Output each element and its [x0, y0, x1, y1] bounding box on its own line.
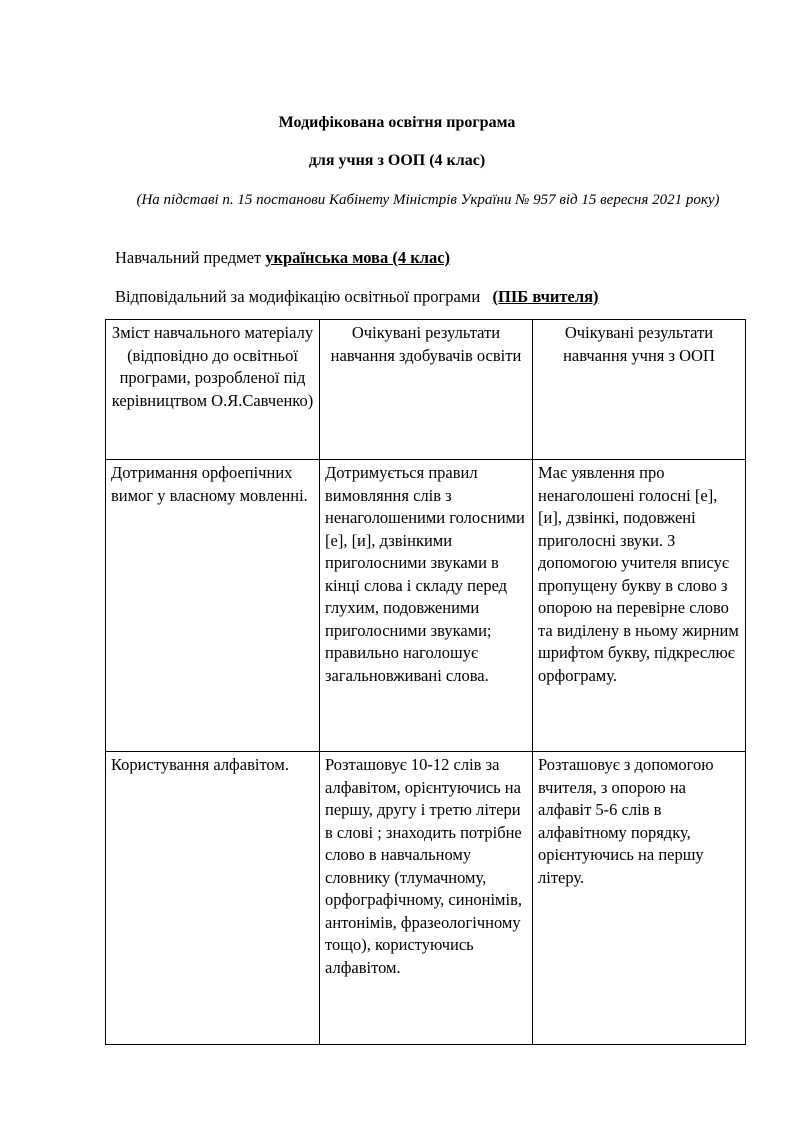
row1-content: Дотримання орфоепічних вимог у власному мовленні. — [106, 460, 320, 752]
responsible-value: (ПІБ вчителя) — [492, 287, 599, 306]
subject-label: Навчальний предмет — [115, 248, 262, 267]
legal-basis: (На підставі п. 15 постанови Кабінету Міністрів України № 957 від 15 вересня 2021 року) — [136, 192, 720, 208]
row2-student: Розташовує з допомогою вчителя, з опорою на алфавіт 5-6 слів в алфавітному порядку, орієнтуючись на першу літеру. — [533, 752, 746, 1045]
header-student-results: Очікувані результати навчання учня з ООП — [533, 320, 746, 460]
document-subtitle: для учня з ООП (4 клас) — [308, 152, 486, 169]
table-header-row — [106, 320, 746, 460]
program-table — [105, 319, 746, 1045]
row1-student: Має уявлення про ненаголошені голосні [е], [и], дзвінкі, подовжені приголосні звуки. З допомогою учителя вписує пропущену букву в слово з опорою на перевірне слово та виділену в ньому жирним шрифтом букву, підкреслює орфограму. — [533, 460, 746, 752]
table-row — [106, 460, 746, 752]
row1-expected: Дотримується правил вимовляння слів з ненаголошеними голосними [е], [и], дзвінкими приголосними звуками в кінці слова і складу перед глухим, подовженими приголосними звуками; правильно наголошує загальновживані слова. — [320, 460, 533, 752]
row2-expected: Розташовує 10-12 слів за алфавітом, орієнтуючись на першу, другу і третю літери в слові ; знаходить потрібне слово в навчальному словнику (тлумачному, орфографічному, синонімів, антонімів, фразеологічному тощо), користуючись алфавітом. — [320, 752, 533, 1045]
table-row — [106, 752, 746, 1045]
header-content: Зміст навчального матеріалу (відповідно до освітньої програми, розробленої під керівництвом О.Я.Савченко) — [106, 320, 320, 460]
document-title: Модифікована освітня програма — [278, 114, 516, 131]
subject-line — [115, 248, 450, 268]
header-expected-results: Очікувані результати навчання здобувачів освіти — [320, 320, 533, 460]
responsible-line — [115, 287, 599, 307]
responsible-label: Відповідальний за модифікацію освітньої програми — [115, 287, 481, 306]
subject-value: українська мова (4 клас) — [265, 248, 451, 267]
row2-content: Користування алфавітом. — [106, 752, 320, 1045]
